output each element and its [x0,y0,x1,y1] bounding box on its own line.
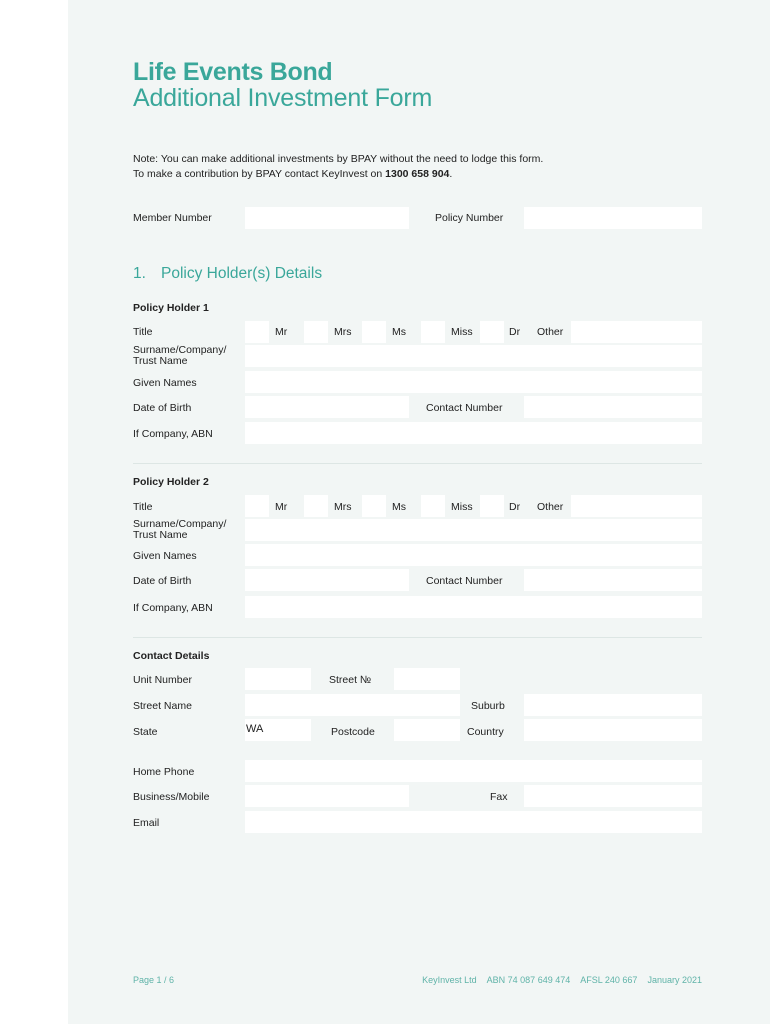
ph2-dob-field[interactable] [245,569,409,591]
unit-number-label: Unit Number [133,674,192,686]
ph2-title-miss-label: Miss [451,501,473,513]
ph1-contact-number-label: Contact Number [426,402,503,414]
ph1-abn-field[interactable] [245,422,702,444]
ph1-title-ms-label: Ms [392,326,406,338]
email-field[interactable] [245,811,702,833]
ph2-surname-label [133,519,226,540]
business-mobile-label: Business/Mobile [133,791,210,803]
ph1-dob-label: Date of Birth [133,402,192,414]
ph2-title-mrs-label: Mrs [334,501,352,513]
policy-number-label: Policy Number [435,212,504,224]
ph1-title-mr-label: Mr [275,326,288,338]
ph1-abn-label: If Company, ABN [133,428,213,440]
business-mobile-field[interactable] [245,785,409,807]
ph1-title-mrs-label: Mrs [334,326,352,338]
member-number-field[interactable] [245,207,409,229]
policy-holder-2-heading: Policy Holder 2 [133,476,209,488]
ph1-dob-field[interactable] [245,396,409,418]
policy-holder-1-heading: Policy Holder 1 [133,302,209,314]
section-heading [133,265,322,283]
ph2-title-mr-label: Mr [275,501,288,513]
ph2-title-label: Title [133,501,153,513]
country-field[interactable] [524,719,702,741]
ph1-title-dr-checkbox[interactable] [480,321,504,343]
section-number: 1. [133,265,146,282]
ph1-given-names-field[interactable] [245,371,702,393]
street-no-label: Street № [329,674,372,686]
ph2-dob-label: Date of Birth [133,575,192,587]
fax-field[interactable] [524,785,702,807]
ph1-title-miss-checkbox[interactable] [421,321,445,343]
ph2-abn-label: If Company, ABN [133,602,213,614]
footer-info [412,975,702,985]
state-value: WA [246,723,264,735]
policy-number-field[interactable] [524,207,702,229]
ph1-title-mr-checkbox[interactable] [245,321,269,343]
ph2-title-ms-checkbox[interactable] [362,495,386,517]
ph2-title-mr-checkbox[interactable] [245,495,269,517]
ph2-title-miss-checkbox[interactable] [421,495,445,517]
ph1-title-ms-checkbox[interactable] [362,321,386,343]
footer-date: January 2021 [647,975,702,985]
suburb-label: Suburb [471,700,505,712]
ph2-title-dr-label: Dr [509,501,521,513]
home-phone-field[interactable] [245,760,702,782]
bpay-phone: 1300 658 904 [385,168,450,180]
form-title: Life Events Bond [133,58,333,86]
postcode-label: Postcode [331,726,375,738]
street-no-field[interactable] [394,668,460,690]
street-name-field[interactable] [245,694,460,716]
ph1-title-dr-label: Dr [509,326,521,338]
contact-details-heading: Contact Details [133,650,210,662]
ph1-contact-number-field[interactable] [524,396,702,418]
ph2-given-names-field[interactable] [245,544,702,566]
page-number: Page 1 / 6 [133,975,175,985]
ph1-title-mrs-checkbox[interactable] [304,321,328,343]
note-line-1: Note: You can make additional investments by BPAY without the need to lodge this form. [133,153,544,165]
email-label: Email [133,817,160,829]
note-text: To make a contribution by BPAY contact KeyInvest on [133,168,386,180]
surname-label-line1: Surname/Company/ [133,518,227,530]
postcode-field[interactable] [394,719,460,741]
ph2-title-other-field[interactable] [571,495,702,517]
section-title: Policy Holder(s) Details [161,265,323,282]
ph2-title-mrs-checkbox[interactable] [304,495,328,517]
note-suffix: . [449,168,453,180]
ph1-title-other-field[interactable] [571,321,702,343]
ph2-surname-field[interactable] [245,519,702,541]
ph1-given-names-label: Given Names [133,377,197,389]
form-subtitle: Additional Investment Form [133,84,433,112]
suburb-field[interactable] [524,694,702,716]
ph2-title-ms-label: Ms [392,501,406,513]
fax-label: Fax [490,791,508,803]
ph2-given-names-label: Given Names [133,550,197,562]
home-phone-label: Home Phone [133,766,195,778]
note-line-2 [133,168,452,180]
country-label: Country [467,726,504,738]
footer-abn: ABN 74 087 649 474 [486,975,571,985]
surname-label-line2: Trust Name [133,528,188,541]
ph1-title-other-label: Other [537,326,564,338]
surname-label-line2: Trust Name [133,354,188,367]
state-label: State [133,726,158,738]
unit-number-field[interactable] [245,668,311,690]
ph2-abn-field[interactable] [245,596,702,618]
ph2-title-other-label: Other [537,501,564,513]
ph2-title-dr-checkbox[interactable] [480,495,504,517]
divider [133,463,702,464]
ph1-title-miss-label: Miss [451,326,473,338]
ph2-contact-number-label: Contact Number [426,575,503,587]
ph1-surname-field[interactable] [245,345,702,367]
street-name-label: Street Name [133,700,192,712]
footer-afsl: AFSL 240 667 [580,975,638,985]
divider [133,637,702,638]
ph2-contact-number-field[interactable] [524,569,702,591]
footer-company: KeyInvest Ltd [422,975,477,985]
ph1-surname-label [133,345,226,366]
member-number-label: Member Number [133,212,212,224]
surname-label-line1: Surname/Company/ [133,344,227,356]
ph1-title-label: Title [133,326,153,338]
